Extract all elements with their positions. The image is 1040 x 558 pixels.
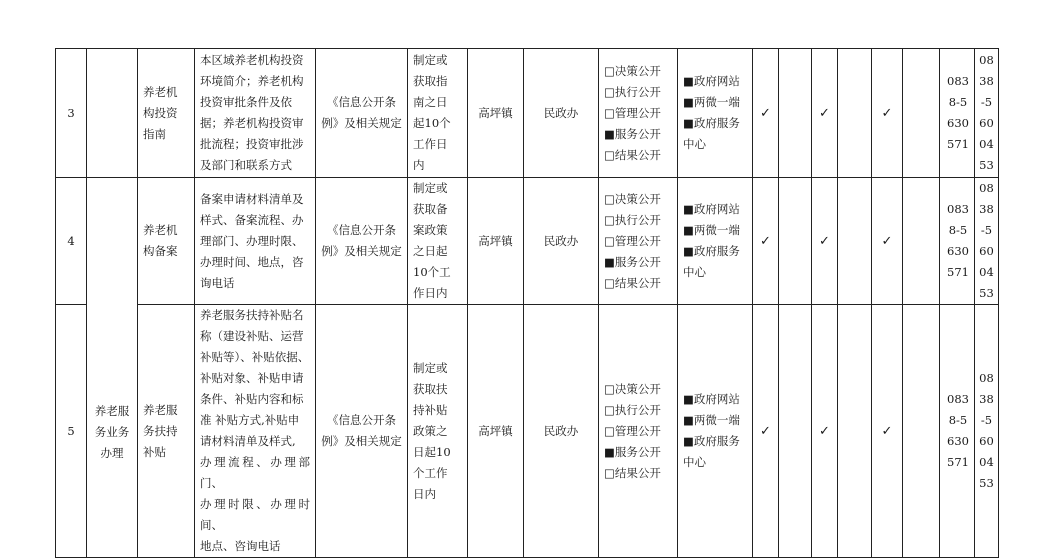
disclosure-subject: 高坪镇 [468,305,524,558]
contact-phone-2: 08 38 -5 60 04 53 [975,49,999,178]
check-mark-1: ✓ [753,178,779,305]
empty-cell [779,178,812,305]
row-number: 4 [56,178,87,305]
item-name: 养老服 务扶持 补贴 [138,305,195,558]
disclosure-scope: □决策公开 □执行公开 □管理公开 ■服务公开 □结果公开 [599,305,678,558]
empty-cell [903,178,940,305]
row-number: 3 [56,49,87,178]
disclosure-subject: 高坪镇 [468,178,524,305]
contact-phone: 083 8-5 630 571 [940,305,975,558]
check-mark-2: ✓ [812,305,838,558]
check-mark-1: ✓ [753,305,779,558]
row-number: 5 [56,305,87,558]
item-name: 养老机 构备案 [138,178,195,305]
item-content: 养老服务扶持补贴名 称（建设补贴、运营 补贴等）、补贴依据、 补贴对象、补贴申请 条件、补贴内容和标 准 补贴方式,补贴申 请材料清单及样式, 办理流程、办理部门、 办理时限、办理时间、 地点、咨询电话 [195,305,316,558]
contact-phone-2: 08 38 -5 60 04 53 [975,305,999,558]
empty-cell [779,305,812,558]
contact-phone: 083 8-5 630 571 [940,49,975,178]
table-row [56,305,999,558]
disclosure-time: 制定或 获取扶 持补贴 政策之 日起10 个工作 日内 [408,305,468,558]
disclosure-basis: 《信息公开条 例》及相关规定 [316,305,408,558]
responsible-dept: 民政办 [524,178,599,305]
empty-cell [838,178,872,305]
disclosure-channels: ■政府网站 ■两微一端 ■政府服务 中心 [678,178,753,305]
check-mark-3: ✓ [872,178,903,305]
responsible-dept: 民政办 [524,305,599,558]
responsible-dept: 民政办 [524,49,599,178]
empty-cell [903,49,940,178]
empty-cell [779,49,812,178]
item-name: 养老机 构投资 指南 [138,49,195,178]
empty-cell [838,49,872,178]
category-cell [87,49,138,178]
category-cell: 养老服 务业务 办理 [87,178,138,558]
disclosure-basis: 《信息公开条 例》及相关规定 [316,49,408,178]
empty-cell [903,305,940,558]
disclosure-table [55,48,999,558]
disclosure-basis: 《信息公开条 例》及相关规定 [316,178,408,305]
contact-phone: 083 8-5 630 571 [940,178,975,305]
disclosure-channels: ■政府网站 ■两微一端 ■政府服务 中心 [678,305,753,558]
check-mark-3: ✓ [872,305,903,558]
check-mark-3: ✓ [872,49,903,178]
check-mark-2: ✓ [812,178,838,305]
disclosure-time: 制定或 获取指 南之日 起10个 工作日 内 [408,49,468,178]
table-row [56,178,999,305]
disclosure-scope: □决策公开 □执行公开 □管理公开 ■服务公开 □结果公开 [599,49,678,178]
check-mark-2: ✓ [812,49,838,178]
check-mark-1: ✓ [753,49,779,178]
disclosure-channels: ■政府网站 ■两微一端 ■政府服务 中心 [678,49,753,178]
disclosure-subject: 高坪镇 [468,49,524,178]
empty-cell [838,305,872,558]
item-content: 备案申请材料清单及 样式、备案流程、办 理部门、办理时限、 办理时间、地点，咨 询电话 [195,178,316,305]
contact-phone-2: 08 38 -5 60 04 53 [975,178,999,305]
disclosure-time: 制定或 获取备 案政策 之日起 10个工 作日内 [408,178,468,305]
item-content: 本区域养老机构投资 环境简介；养老机构 投资审批条件及依 据；养老机构投资审 批流程；投资审批涉 及部门和联系方式 [195,49,316,178]
disclosure-scope: □决策公开 □执行公开 □管理公开 ■服务公开 □结果公开 [599,178,678,305]
table-row [56,49,999,178]
